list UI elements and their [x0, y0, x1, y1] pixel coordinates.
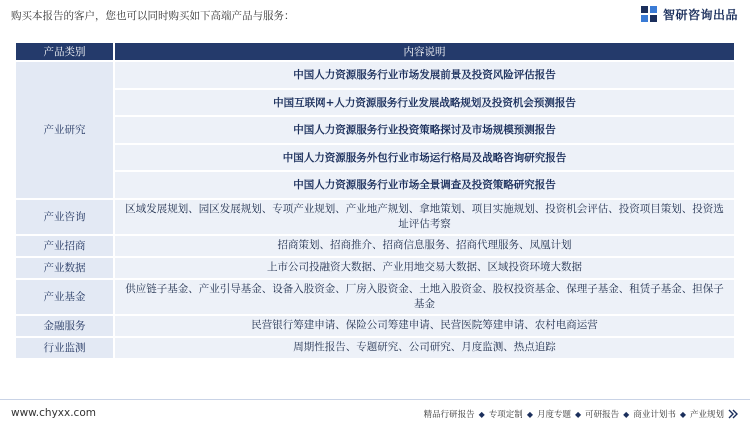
site-url[interactable]: www.chyxx.com [11, 407, 96, 419]
table-row [16, 172, 734, 198]
category-cell: 产业研究 [16, 62, 115, 198]
table-row [16, 200, 734, 234]
content-cell: 民营银行筹建申请、保险公司筹建申请、民营医院筹建申请、农村电商运营 [115, 316, 734, 336]
footer-tag[interactable]: 精品行研报告 [423, 410, 475, 420]
brand [640, 5, 738, 23]
category-cell: 行业监测 [16, 338, 115, 358]
category-cell: 产业基金 [16, 280, 115, 314]
report-link[interactable]: 中国互联网+人力资源服务行业发展战略规划及投资机会预测报告 [115, 90, 734, 116]
table-row [16, 338, 734, 358]
table-row [16, 145, 734, 171]
product-table [16, 41, 734, 360]
brand-name: 智研咨询出品 [662, 7, 738, 22]
table-header-row [16, 43, 734, 60]
table-row [16, 258, 734, 278]
footer-tag[interactable]: 商业计划书 [633, 410, 676, 420]
content-cell: 招商策划、招商推介、招商信息服务、招商代理服务、凤凰计划 [115, 236, 734, 256]
footer-tag[interactable]: 可研报告 [585, 410, 620, 420]
double-chevron-right-icon[interactable] [728, 409, 738, 419]
category-cell: 产业招商 [16, 236, 115, 256]
diamond-icon: ◆ [574, 409, 582, 419]
footer-tag[interactable]: 产业规划 [689, 410, 724, 420]
category-cell: 金融服务 [16, 316, 115, 336]
category-cell: 产业数据 [16, 258, 115, 278]
footer-tags [424, 408, 738, 420]
header-category: 产品类别 [16, 43, 115, 60]
report-link[interactable]: 中国人力资源服务行业市场全景调查及投资策略研究报告 [115, 172, 734, 198]
table-row [16, 90, 734, 116]
table-row [16, 62, 734, 88]
intro-text: 购买本报告的客户，您也可以同时购买如下高端产品与服务： [11, 10, 295, 22]
diamond-icon: ◆ [623, 409, 630, 419]
content-cell: 周期性报告、专题研究、公司研究、月度监测、热点追踪 [115, 338, 734, 358]
table-row [16, 236, 734, 256]
report-link[interactable]: 中国人力资源服务行业市场发展前景及投资风险评估报告 [115, 62, 734, 88]
footer-tag[interactable]: 月度专题 [536, 410, 571, 420]
diamond-icon: ◆ [526, 409, 533, 419]
footer-tag[interactable]: 专项定制 [488, 410, 523, 420]
table-row [16, 316, 734, 336]
footer-divider [0, 399, 750, 400]
diamond-icon: ◆ [478, 409, 485, 419]
header-content: 内容说明 [115, 43, 734, 60]
brand-logo-icon [640, 5, 658, 23]
content-cell: 区域发展规划、园区发展规划、专项产业规划、产业地产规划、拿地策划、项目实施规划、投资机会评估、投资项目策划、投资选址评估考察 [115, 200, 734, 234]
report-link[interactable]: 中国人力资源服务行业投资策略探讨及市场规模预测报告 [115, 117, 734, 143]
table-row [16, 117, 734, 143]
category-cell: 产业咨询 [16, 200, 115, 234]
content-cell: 上市公司投融资大数据、产业用地交易大数据、区域投资环境大数据 [115, 258, 734, 278]
report-link[interactable]: 中国人力资源服务外包行业市场运行格局及战略咨询研究报告 [115, 145, 734, 171]
diamond-icon: ◆ [679, 409, 686, 419]
table-row [16, 280, 734, 314]
content-cell: 供应链子基金、产业引导基金、设备入股资金、厂房入股资金、土地入股资金、股权投资基金、保理子基金、租赁子基金、担保子基金 [115, 280, 734, 314]
